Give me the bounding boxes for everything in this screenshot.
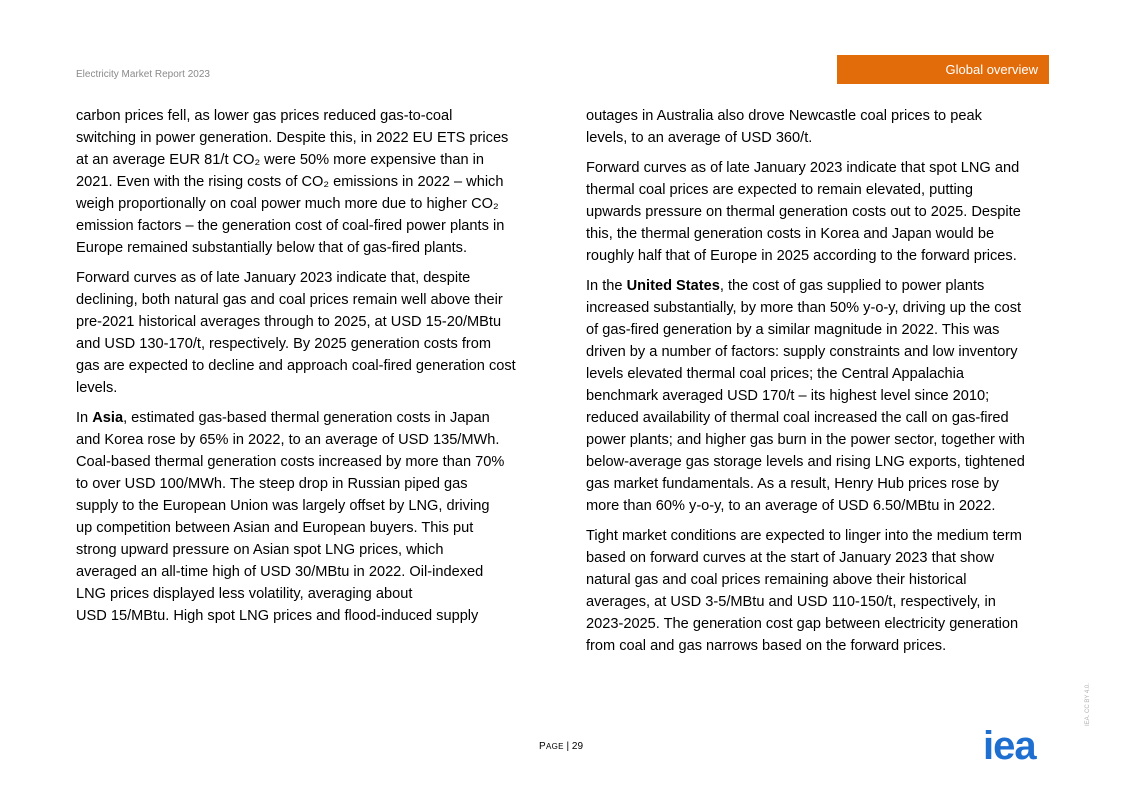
text-run: , the cost of gas supplied to power plants: [719, 278, 985, 294]
text-line: [76, 407, 546, 429]
license-note: IEA. CC BY 4.0.: [1085, 683, 1091, 726]
text-line: increased substantially, by more than 50% y-o-y, driving up the cost: [586, 300, 1022, 316]
text-line: averages, at USD 3-5/MBtu and USD 110-150/t, respectively, in: [586, 594, 996, 610]
text-line: 2021. Even with the rising costs of CO₂ emissions in 2022 – which: [76, 174, 504, 190]
text-line: this, the thermal generation costs in Korea and Japan would be: [586, 226, 995, 242]
text-line: below-average gas storage levels and rising LNG exports, tightened: [586, 454, 1025, 470]
text-line: strong upward pressure on Asian spot LNG prices, which: [76, 542, 444, 558]
text-line: Europe remained substantially below that of gas-fired plants.: [76, 240, 468, 256]
text-run: , estimated gas-based thermal generation costs in Japan: [123, 410, 490, 426]
page-label: PAGE: [538, 741, 564, 752]
text-run: In the: [586, 278, 627, 294]
paragraph: [586, 105, 1061, 149]
page-number: 29: [571, 741, 584, 752]
text-line: LNG prices displayed less volatility, averaging about: [76, 586, 413, 602]
text-line: benchmark averaged USD 170/t – its highest level since 2010;: [586, 388, 990, 404]
text-line: of gas-fired generation by a similar magnitude in 2022. This was: [586, 322, 1000, 338]
text-line: upwards pressure on thermal generation costs out to 2025. Despite: [586, 204, 1021, 220]
text-line: levels elevated thermal coal prices; the Central Appalachia: [586, 366, 965, 382]
text-line: based on forward curves at the start of January 2023 that show: [586, 550, 995, 566]
text-run: In: [76, 410, 93, 426]
text-line: from coal and gas narrows based on the forward prices.: [586, 638, 947, 654]
text-line: Forward curves as of late January 2023 indicate that, despite: [76, 270, 471, 286]
text-line: USD 15/MBtu. High spot LNG prices and flood-induced supply: [76, 608, 479, 624]
paragraph: [586, 157, 1061, 267]
paragraph: [586, 275, 1061, 517]
text-line: levels, to an average of USD 360/t.: [586, 130, 813, 146]
text-line: pre-2021 historical averages through to 2025, at USD 15-20/MBtu: [76, 314, 502, 330]
paragraph: [76, 267, 546, 399]
text-line: carbon prices fell, as lower gas prices reduced gas-to-coal: [76, 108, 453, 124]
text-line: reduced availability of thermal coal increased the call on gas-fired: [586, 410, 1009, 426]
text-line: [586, 275, 1061, 297]
text-line: switching in power generation. Despite this, in 2022 EU ETS prices: [76, 130, 509, 146]
text-line: gas market fundamentals. As a result, Henry Hub prices rose by: [586, 476, 999, 492]
text-line: roughly half that of Europe in 2025 according to the forward prices.: [586, 248, 1017, 264]
text-line: supply to the European Union was largely offset by LNG, driving: [76, 498, 490, 514]
left-column: [76, 105, 546, 635]
section-tab: Global overview: [837, 55, 1049, 84]
report-title: Electricity Market Report 2023: [76, 69, 210, 80]
text-line: Coal-based thermal generation costs increased by more than 70%: [76, 454, 505, 470]
text-line: thermal coal prices are expected to remain elevated, putting: [586, 182, 973, 198]
paragraph: [76, 407, 546, 627]
text-line: natural gas and coal prices remaining above their historical: [586, 572, 967, 588]
text-line: driven by a number of factors: supply constraints and low inventory: [586, 344, 1018, 360]
text-line: levels.: [76, 380, 118, 396]
paragraph: [586, 525, 1061, 657]
bold-region-asia: Asia: [92, 410, 124, 426]
page-footer: [0, 741, 1122, 752]
text-line: Tight market conditions are expected to linger into the medium term: [586, 528, 1022, 544]
text-line: emission factors – the generation cost of coal-fired power plants in: [76, 218, 505, 234]
text-line: gas are expected to decline and approach coal-fired generation cost: [76, 358, 516, 374]
text-line: power plants; and higher gas burn in the power sector, together with: [586, 432, 1025, 448]
paragraph: [76, 105, 546, 259]
text-line: averaged an all-time high of USD 30/MBtu in 2022. Oil-indexed: [76, 564, 484, 580]
text-line: 2023-2025. The generation cost gap between electricity generation: [586, 616, 1019, 632]
page-separator: |: [566, 741, 570, 752]
text-line: to over USD 100/MWh. The steep drop in Russian piped gas: [76, 476, 468, 492]
iea-logo: iea: [983, 724, 1036, 768]
text-line: and Korea rose by 65% in 2022, to an average of USD 135/MWh.: [76, 432, 500, 448]
text-line: up competition between Asian and European buyers. This put: [76, 520, 474, 536]
text-line: weigh proportionally on coal power much more due to higher CO₂: [76, 196, 499, 212]
bold-region-us: United States: [626, 278, 720, 294]
right-column: [586, 105, 1061, 665]
text-line: declining, both natural gas and coal prices remain well above their: [76, 292, 503, 308]
text-line: more than 60% y-o-y, to an average of USD 6.50/MBtu in 2022.: [586, 498, 996, 514]
text-line: Forward curves as of late January 2023 indicate that spot LNG and: [586, 160, 1020, 176]
text-line: at an average EUR 81/t CO₂ were 50% more expensive than in: [76, 152, 485, 168]
text-line: outages in Australia also drove Newcastle coal prices to peak: [586, 108, 982, 124]
text-line: and USD 130-170/t, respectively. By 2025 generation costs from: [76, 336, 492, 352]
